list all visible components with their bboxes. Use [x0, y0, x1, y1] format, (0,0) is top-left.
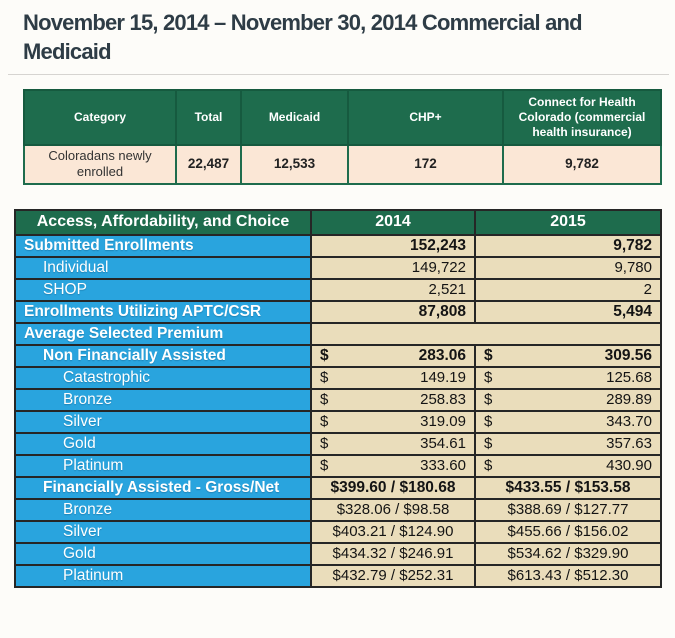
detail-value-2014 [311, 455, 475, 477]
page-title [23, 8, 653, 66]
summary-data-row [24, 145, 661, 184]
detail-value-2015: $433.55 / $153.58 [475, 477, 661, 499]
detail-value-2014 [311, 389, 475, 411]
detail-value-2015 [475, 367, 661, 389]
detail-table-body [15, 235, 661, 587]
summary-header-connect: Connect for Health Colorado (commercial health insurance) [503, 90, 661, 145]
page-title-line2: Medicaid [23, 39, 111, 64]
dollar-sign: $ [320, 435, 329, 452]
amount: 258.83 [420, 391, 466, 408]
detail-row-label: Gold [15, 433, 311, 455]
detail-value-2015: 2 [475, 279, 661, 301]
detail-value-2014: 2,521 [311, 279, 475, 301]
detail-value-2014: 152,243 [311, 235, 475, 257]
detail-row [15, 235, 661, 257]
detail-value-2014: 87,808 [311, 301, 475, 323]
detail-row [15, 455, 661, 477]
detail-row [15, 521, 661, 543]
summary-header-row [24, 90, 661, 145]
summary-cell-chp-plus: 172 [348, 145, 503, 184]
detail-row [15, 477, 661, 499]
detail-row-label: Enrollments Utilizing APTC/CSR [15, 301, 311, 323]
summary-header-total: Total [176, 90, 241, 145]
dollar-sign: $ [484, 435, 493, 452]
amount: 319.09 [420, 413, 466, 430]
detail-value-2015: $613.43 / $512.30 [475, 565, 661, 587]
detail-value-2015: $455.66 / $156.02 [475, 521, 661, 543]
summary-header-category: Category [24, 90, 176, 145]
amount: 149.19 [420, 369, 466, 386]
detail-value-2015 [475, 433, 661, 455]
detail-value-2014: $399.60 / $180.68 [311, 477, 475, 499]
detail-row [15, 411, 661, 433]
detail-header-label: Access, Affordability, and Choice [15, 210, 311, 235]
detail-row [15, 543, 661, 565]
detail-value-2015: $534.62 / $329.90 [475, 543, 661, 565]
amount: 354.61 [420, 435, 466, 452]
summary-header-chp-plus: CHP+ [348, 90, 503, 145]
detail-row [15, 367, 661, 389]
amount: 333.60 [420, 457, 466, 474]
detail-row [15, 345, 661, 367]
detail-value-2014 [311, 367, 475, 389]
detail-value-2015: 9,780 [475, 257, 661, 279]
detail-row [15, 499, 661, 521]
amount: 125.68 [606, 369, 652, 386]
detail-row-label: Individual [15, 257, 311, 279]
detail-value-2014 [311, 433, 475, 455]
detail-row [15, 279, 661, 301]
detail-value-2015 [475, 345, 661, 367]
detail-row-label: Bronze [15, 499, 311, 521]
detail-row-label: Financially Assisted - Gross/Net [15, 477, 311, 499]
detail-table [14, 209, 662, 588]
detail-row-label: Platinum [15, 565, 311, 587]
dollar-sign: $ [484, 391, 493, 408]
detail-value-2015 [475, 455, 661, 477]
detail-row [15, 389, 661, 411]
amount: 309.56 [604, 346, 652, 364]
dollar-sign: $ [320, 391, 329, 408]
dollar-sign: $ [484, 457, 493, 474]
detail-value-2014 [311, 345, 475, 367]
detail-row-label: Submitted Enrollments [15, 235, 311, 257]
amount: 343.70 [606, 413, 652, 430]
detail-row [15, 433, 661, 455]
summary-cell-category: Coloradans newly enrolled [24, 145, 176, 184]
amount: 283.06 [418, 346, 466, 364]
amount: 430.90 [606, 457, 652, 474]
detail-row-label: Non Financially Assisted [15, 345, 311, 367]
summary-cell-total: 22,487 [176, 145, 241, 184]
title-divider [8, 74, 669, 75]
amount: 289.89 [606, 391, 652, 408]
detail-value-2014: $432.79 / $252.31 [311, 565, 475, 587]
detail-value-2014: $328.06 / $98.58 [311, 499, 475, 521]
detail-row-label: Silver [15, 411, 311, 433]
dollar-sign: $ [484, 369, 493, 386]
detail-value-2014: $434.32 / $246.91 [311, 543, 475, 565]
amount: 357.63 [606, 435, 652, 452]
summary-header-medicaid: Medicaid [241, 90, 348, 145]
detail-row [15, 257, 661, 279]
dollar-sign: $ [320, 457, 329, 474]
summary-cell-connect: 9,782 [503, 145, 661, 184]
detail-header-row [15, 210, 661, 235]
detail-value-2015: $388.69 / $127.77 [475, 499, 661, 521]
dollar-sign: $ [484, 346, 493, 364]
detail-value-2014: $403.21 / $124.90 [311, 521, 475, 543]
detail-row-label: SHOP [15, 279, 311, 301]
summary-cell-medicaid: 12,533 [241, 145, 348, 184]
detail-value-2015: 9,782 [475, 235, 661, 257]
detail-value-2015 [475, 389, 661, 411]
detail-row-values-empty [311, 323, 661, 345]
detail-header-2015: 2015 [475, 210, 661, 235]
detail-row-label: Silver [15, 521, 311, 543]
detail-value-2014 [311, 411, 475, 433]
detail-row-label: Bronze [15, 389, 311, 411]
detail-row [15, 565, 661, 587]
detail-row-label: Catastrophic [15, 367, 311, 389]
detail-row [15, 301, 661, 323]
dollar-sign: $ [320, 346, 329, 364]
detail-value-2015 [475, 411, 661, 433]
dollar-sign: $ [320, 413, 329, 430]
detail-value-2015: 5,494 [475, 301, 661, 323]
detail-row-label: Average Selected Premium [15, 323, 311, 345]
summary-table [23, 89, 662, 185]
detail-header-2014: 2014 [311, 210, 475, 235]
detail-row-label: Gold [15, 543, 311, 565]
dollar-sign: $ [320, 369, 329, 386]
detail-row [15, 323, 661, 345]
detail-value-2014: 149,722 [311, 257, 475, 279]
page-title-line1: November 15, 2014 – November 30, 2014 Commercial and [23, 10, 582, 35]
detail-row-label: Platinum [15, 455, 311, 477]
dollar-sign: $ [484, 413, 493, 430]
